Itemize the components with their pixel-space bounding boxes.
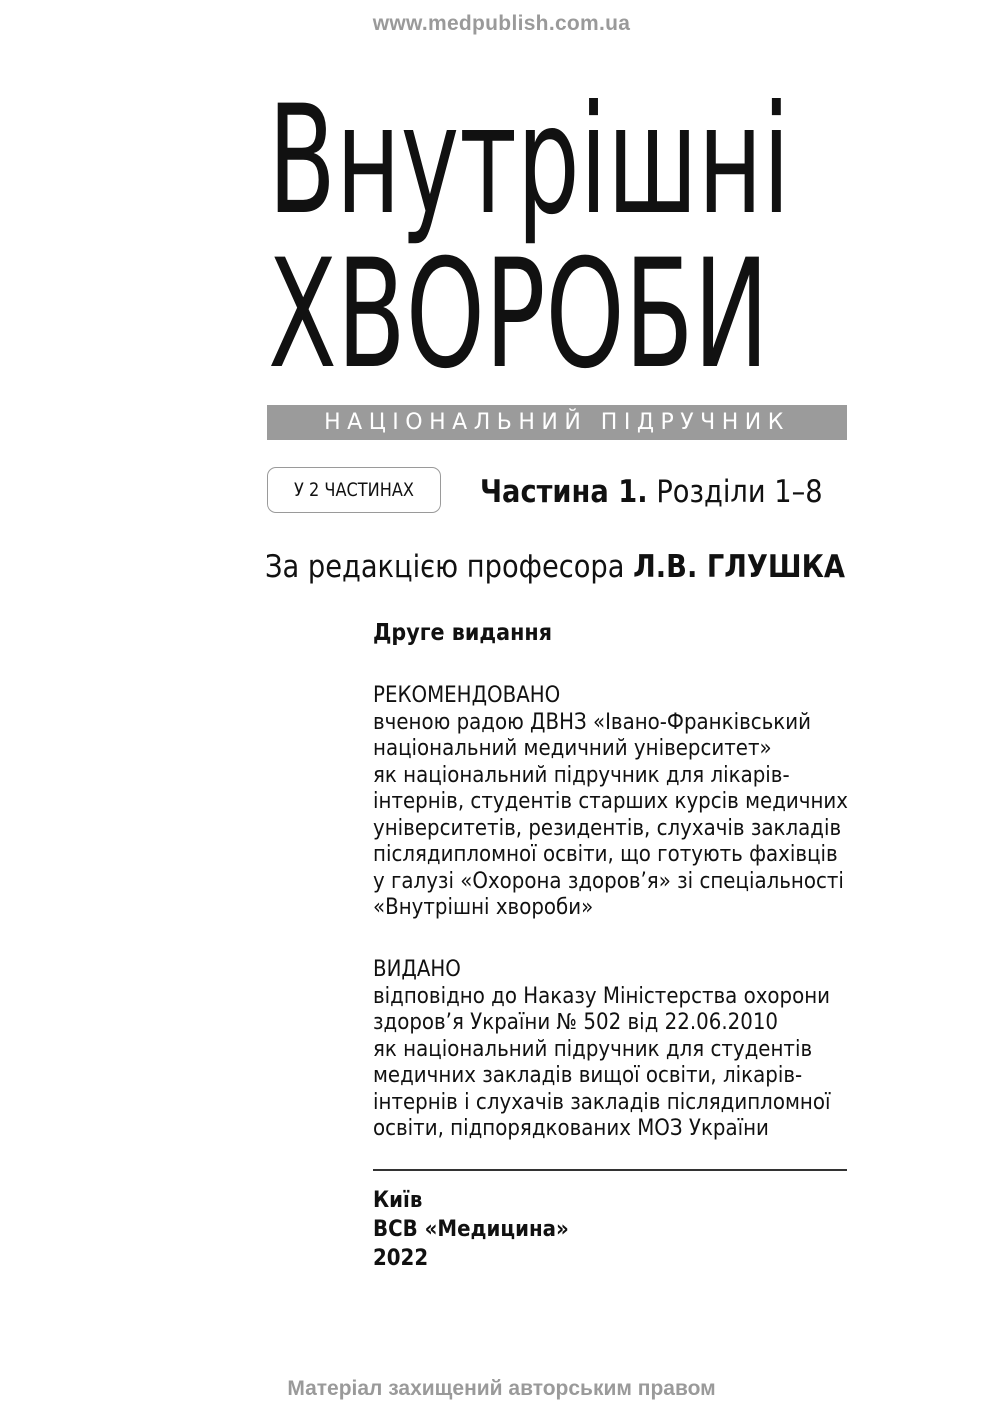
imprint-block [373,1186,841,1273]
title-line-2: ХВОРОБИ [268,228,769,402]
recommended-line: у галузі «Охорона здоров’я» зі спеціальності [373,868,844,894]
published-line: освіти, підпорядкованих МОЗ України [373,1116,769,1141]
title-line-1: Внутрішні [268,74,791,248]
watermark-url: www.medpublish.com.ua [372,12,631,35]
recommended-line: національний медичний університет» [373,736,772,761]
imprint-city: Київ [373,1188,423,1213]
imprint-year: 2022 [373,1246,429,1271]
recommended-line: як національний підручник для лікарів- [373,762,790,788]
recommended-heading: РЕКОМЕНДОВАНО [373,683,561,708]
recommended-block [373,683,849,922]
recommended-line: післядипломної освіти, що готують фахівців [373,842,838,867]
recommended-line: вченою радою ДВНЗ «Івано-Франківський [373,709,812,735]
parts-badge: У 2 ЧАСТИНАХ [294,479,414,501]
part-sections: Розділи 1–8 [647,474,823,510]
subtitle: НАЦІОНАЛЬНИЙ ПІДРУЧНИК [324,410,790,435]
divider [373,1169,847,1171]
published-line: медичних закладів вищої освіти, лікарів- [373,1063,803,1088]
copyright-watermark: Матеріал захищений авторським правом [287,1377,716,1400]
editor-prefix: За редакцією професора [265,549,634,585]
part-label: Частина 1. [480,474,648,510]
recommended-line: університетів, резидентів, слухачів закладів [373,815,842,841]
editor-name: Л.В. ГЛУШКА [633,549,846,585]
published-heading: ВИДАНО [373,957,461,982]
published-line: інтернів і слухачів закладів післядипломної [373,1089,831,1115]
edition: Друге видання [373,620,553,646]
published-line: відповідно до Наказу Міністерства охорони [373,983,831,1009]
published-block [373,957,841,1143]
published-line: здоров’я України № 502 від 22.06.2010 [373,1010,779,1035]
recommended-line: «Внутрішні хвороби» [373,895,594,920]
imprint-publisher: ВСВ «Медицина» [373,1217,569,1242]
editor-line [265,549,846,585]
part-info [480,474,823,510]
published-line: як національний підручник для студентів [373,1036,813,1062]
recommended-line: інтернів, студентів старших курсів медичних [373,789,849,814]
